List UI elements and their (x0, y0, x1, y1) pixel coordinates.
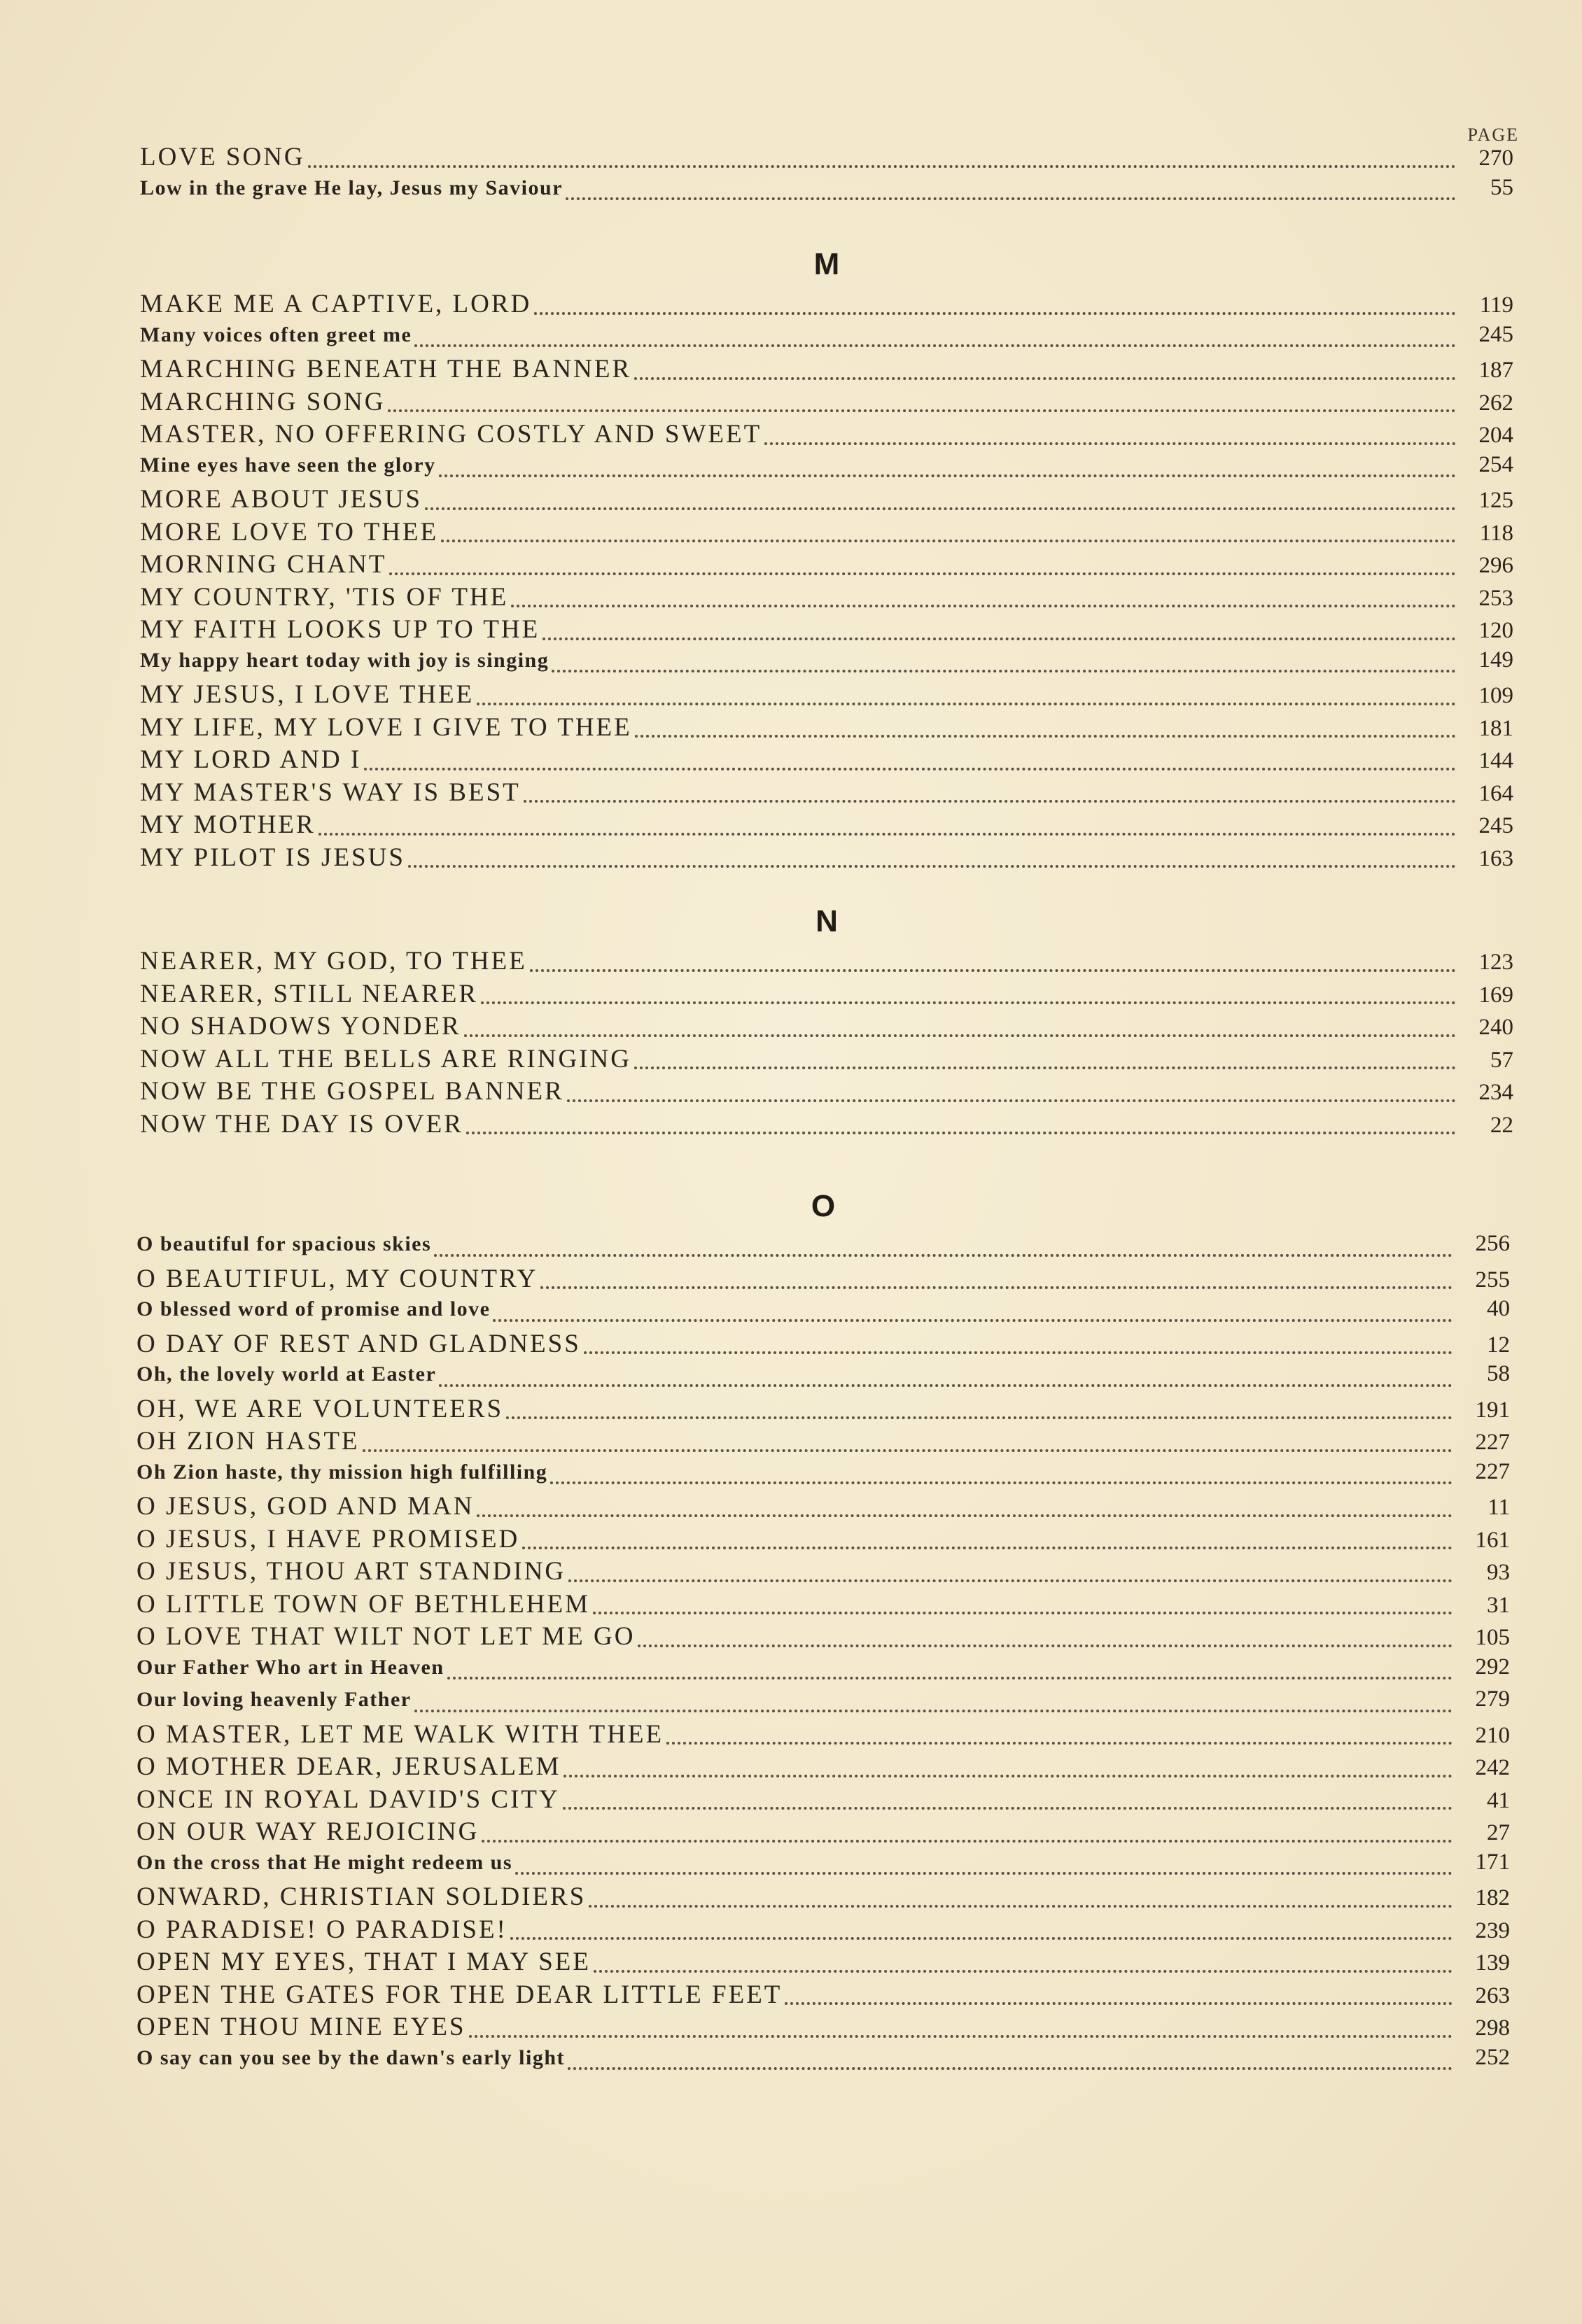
entry-title: NOW BE THE GOSPEL BANNER (140, 1077, 564, 1106)
dot-leader (439, 474, 1456, 477)
entry-title: O JESUS, GOD AND MAN (136, 1492, 475, 1521)
entry-title: O BEAUTIFUL, MY COUNTRY (136, 1264, 538, 1293)
entry-title: MY PILOT IS JESUS (140, 843, 405, 872)
entry-title: Many voices often greet me (140, 323, 412, 346)
entry-page-number: 252 (1475, 2044, 1510, 2070)
entry-page-number: 120 (1478, 618, 1513, 643)
index-entry (136, 1621, 1510, 1654)
index-entry (136, 1491, 1510, 1524)
entry-page-number: 210 (1475, 1722, 1510, 1748)
entry-page-number: 262 (1478, 390, 1513, 416)
dot-leader (308, 165, 1456, 168)
entry-title: O MASTER, LET ME WALK WITH THEE (136, 1719, 664, 1749)
dot-leader (542, 638, 1456, 640)
dot-leader (515, 1872, 1452, 1875)
entry-title: NEARER, STILL NEARER (140, 979, 479, 1008)
entry-page-number: 255 (1475, 1267, 1510, 1293)
entry-page-number: 191 (1475, 1397, 1510, 1423)
dot-leader (530, 969, 1456, 972)
entry-title: MY FAITH LOOKS UP TO THE (140, 615, 540, 644)
dot-leader (425, 507, 1456, 510)
index-entry (140, 810, 1513, 843)
entry-title: MAKE ME A CAPTIVE, LORD (140, 290, 532, 318)
entry-title: MARCHING SONG (140, 387, 386, 416)
index-entry (136, 1394, 1510, 1427)
entry-page-number: 254 (1478, 451, 1513, 477)
dot-leader (566, 197, 1456, 200)
entry-page-number: 40 (1487, 1296, 1510, 1321)
dot-leader (563, 1807, 1452, 1810)
entry-page-number: 139 (1475, 1950, 1510, 1976)
dot-leader (666, 1742, 1452, 1745)
index-entry (136, 1459, 1510, 1492)
entry-title: ONWARD, CHRISTIAN SOLDIERS (136, 1882, 587, 1911)
index-entry (140, 979, 1513, 1012)
entry-title: O DAY OF REST AND GLADNESS (136, 1329, 581, 1358)
entry-title: O blessed word of promise and love (136, 1297, 491, 1321)
dot-leader (564, 1775, 1452, 1777)
entry-page-number: 55 (1490, 174, 1513, 200)
index-entry (136, 1784, 1510, 1817)
index-entry (136, 1882, 1510, 1915)
index-entry (140, 946, 1513, 979)
entry-page-number: 12 (1487, 1332, 1510, 1358)
entry-title: MORNING CHANT (140, 550, 387, 579)
index-entry (136, 1915, 1510, 1948)
dot-leader (511, 605, 1456, 607)
index-entry (140, 517, 1513, 550)
index-entry (136, 1654, 1510, 1687)
entry-page-number: 123 (1478, 950, 1513, 975)
entry-title: Oh Zion haste, thy mission high fulfilling (136, 1460, 548, 1484)
index-entry (140, 322, 1513, 355)
entry-page-number: 245 (1478, 813, 1513, 838)
entry-page-number: 187 (1478, 358, 1513, 383)
entry-title: Our loving heavenly Father (136, 1688, 412, 1711)
index-entry (140, 142, 1513, 175)
index-entry (140, 387, 1513, 420)
dot-leader (635, 735, 1456, 738)
section-letter: O (811, 1189, 836, 1223)
entry-title: O JESUS, THOU ART STANDING (136, 1557, 566, 1586)
entry-title: NEARER, MY GOD, TO THEE (140, 947, 527, 976)
index-entry (136, 1426, 1510, 1459)
entry-title: O PARADISE! O PARADISE! (136, 1915, 507, 1944)
dot-leader (439, 1384, 1452, 1387)
entry-title: MY LORD AND I (140, 745, 362, 774)
top-entry-list (140, 142, 1513, 207)
index-entry (140, 289, 1513, 322)
entry-page-number: 27 (1487, 1820, 1510, 1845)
section-letter: M (813, 247, 840, 281)
entry-page-number: 296 (1478, 553, 1513, 578)
dot-leader (764, 442, 1456, 445)
dot-leader (441, 540, 1456, 542)
index-entry (136, 1686, 1510, 1719)
entry-page-number: 119 (1479, 293, 1513, 318)
entry-page-number: 22 (1490, 1112, 1513, 1138)
entry-page-number: 161 (1475, 1527, 1510, 1553)
index-entry (136, 1817, 1510, 1850)
entry-page-number: 171 (1475, 1849, 1510, 1875)
entry-page-number: 242 (1475, 1755, 1510, 1780)
dot-leader (593, 1612, 1452, 1614)
index-entry (140, 647, 1513, 680)
entry-page-number: 163 (1478, 845, 1513, 871)
index-entry (140, 582, 1513, 615)
entry-page-number: 292 (1475, 1654, 1510, 1679)
section-m (140, 247, 1513, 875)
entry-page-number: 93 (1487, 1560, 1510, 1585)
index-entry (140, 1076, 1513, 1109)
index-entry (140, 1044, 1513, 1077)
index-entry (136, 2045, 1510, 2078)
entry-page-number: 57 (1490, 1047, 1513, 1073)
entry-page-number: 270 (1478, 146, 1513, 171)
entry-title: O LITTLE TOWN OF BETHLEHEM (136, 1589, 590, 1619)
entry-title: MORE ABOUT JESUS (140, 485, 423, 514)
dot-leader (567, 1099, 1456, 1102)
dot-leader (477, 703, 1456, 705)
entry-title: MY COUNTRY, 'TIS OF THE (140, 582, 509, 612)
entry-title: Oh, the lovely world at Easter (136, 1362, 437, 1386)
index-entry (140, 419, 1513, 452)
entry-title: MARCHING BENEATH THE BANNER (140, 355, 632, 383)
dot-leader (524, 800, 1456, 803)
dot-leader (389, 572, 1456, 575)
entry-page-number: 245 (1478, 321, 1513, 347)
entry-page-number: 227 (1475, 1430, 1510, 1455)
index-entry (140, 175, 1513, 208)
index-entry (136, 2012, 1510, 2045)
entry-title: Mine eyes have seen the glory (140, 453, 436, 477)
dot-leader (584, 1351, 1452, 1354)
dot-leader (469, 2035, 1452, 2038)
entry-page-number: 118 (1479, 520, 1513, 546)
entry-title: MY LIFE, MY LOVE I GIVE TO THEE (140, 712, 632, 742)
entry-title: OH ZION HASTE (136, 1427, 360, 1456)
entry-title: MORE LOVE TO THEE (140, 517, 439, 547)
entry-title: Our Father Who art in Heaven (136, 1655, 444, 1679)
entry-page-number: 279 (1475, 1686, 1510, 1712)
dot-leader (534, 312, 1456, 315)
entry-title: LOVE SONG (140, 143, 305, 171)
entry-title: On the cross that He might redeem us (136, 1850, 513, 1874)
entry-page-number: 227 (1475, 1458, 1510, 1484)
dot-leader (466, 1132, 1456, 1134)
index-entry (140, 614, 1513, 647)
dot-leader (434, 1254, 1452, 1257)
entry-page-number: 125 (1478, 488, 1513, 513)
dot-leader (552, 670, 1456, 672)
entry-title: MY MOTHER (140, 810, 316, 839)
index-entry (136, 1231, 1510, 1264)
index-entry (140, 712, 1513, 745)
entry-title: OH, WE ARE VOLUNTEERS (136, 1394, 504, 1423)
index-entry (136, 1264, 1510, 1297)
index-entry (140, 452, 1513, 485)
entry-page-number: 298 (1475, 2015, 1510, 2041)
index-entry (136, 1719, 1510, 1752)
entry-title: MY MASTER'S WAY IS BEST (140, 777, 521, 807)
index-entry (136, 1524, 1510, 1557)
entry-title: O say can you see by the dawn's early light (136, 2045, 566, 2069)
index-entry (136, 1589, 1510, 1622)
entry-title: Low in the grave He lay, Jesus my Saviour (140, 176, 564, 199)
index-entry (136, 1296, 1510, 1329)
index-entry (140, 1011, 1513, 1044)
entry-page-number: 204 (1478, 423, 1513, 448)
dot-leader (522, 1547, 1452, 1549)
dot-leader (408, 865, 1456, 868)
dot-leader (589, 1905, 1452, 1908)
index-entry (140, 1109, 1513, 1142)
dot-leader (447, 1677, 1453, 1679)
index-entry (136, 1329, 1510, 1362)
entry-title: NOW ALL THE BELLS ARE RINGING (140, 1044, 631, 1073)
page-column-label: PAGE (1467, 125, 1519, 145)
index-entry (140, 745, 1513, 777)
section-o (136, 1189, 1510, 2077)
section-letter: N (816, 904, 838, 938)
dot-leader (481, 1001, 1456, 1004)
dot-leader (568, 2067, 1452, 2070)
entry-page-number: 240 (1478, 1015, 1513, 1040)
dot-leader (464, 1034, 1456, 1037)
index-entry (140, 549, 1513, 582)
entry-title: MY JESUS, I LOVE THEE (140, 680, 475, 709)
entry-title: ON OUR WAY REJOICING (136, 1817, 479, 1846)
dot-leader (550, 1481, 1452, 1484)
dot-leader (540, 1286, 1452, 1289)
entry-title: O beautiful for spacious skies (136, 1232, 432, 1255)
entry-page-number: 256 (1475, 1231, 1510, 1256)
entry-page-number: 182 (1475, 1885, 1510, 1910)
entry-page-number: 181 (1478, 715, 1513, 741)
index-entry (136, 1752, 1510, 1784)
entry-page-number: 58 (1487, 1361, 1510, 1386)
dot-leader (510, 1937, 1452, 1940)
entry-title: MASTER, NO OFFERING COSTLY AND SWEET (140, 420, 762, 449)
dot-leader (638, 1645, 1452, 1647)
dot-leader (594, 1970, 1452, 1973)
dot-leader (785, 2002, 1452, 2005)
entry-title: O JESUS, I HAVE PROMISED (136, 1524, 520, 1554)
index-entry (136, 1947, 1510, 1980)
entry-page-number: 263 (1475, 1983, 1510, 2008)
dot-leader (506, 1416, 1452, 1419)
entry-title: O MOTHER DEAR, JERUSALEM (136, 1752, 561, 1781)
entry-title: My happy heart today with joy is singing (140, 648, 550, 672)
entry-page-number: 253 (1478, 585, 1513, 611)
entry-page-number: 234 (1478, 1080, 1513, 1105)
entry-title: NO SHADOWS YONDER (140, 1012, 461, 1041)
entry-title: ONCE IN ROYAL DAVID'S CITY (136, 1784, 560, 1814)
entry-title: OPEN THOU MINE EYES (136, 2013, 466, 2041)
section-n (140, 904, 1513, 1141)
dot-leader (477, 1514, 1452, 1517)
index-entry (140, 484, 1513, 517)
entry-page-number: 144 (1478, 748, 1513, 773)
index-entry (136, 1556, 1510, 1589)
entry-page-number: 31 (1487, 1592, 1510, 1618)
dot-leader (414, 1710, 1452, 1712)
index-entry (140, 354, 1513, 387)
entry-title: OPEN MY EYES, THAT I MAY SEE (136, 1948, 591, 1976)
entry-page-number: 164 (1478, 780, 1513, 806)
entry-page-number: 149 (1478, 647, 1513, 672)
dot-leader (414, 344, 1456, 347)
dot-leader (493, 1319, 1452, 1322)
entry-title: NOW THE DAY IS OVER (140, 1109, 463, 1139)
dot-leader (634, 1066, 1456, 1069)
entry-title: O LOVE THAT WILT NOT LET ME GO (136, 1622, 636, 1651)
dot-leader (388, 409, 1456, 412)
dot-leader (363, 1449, 1452, 1452)
index-entry (136, 1850, 1510, 1882)
entry-page-number: 41 (1487, 1787, 1510, 1813)
entry-page-number: 169 (1478, 982, 1513, 1008)
dot-leader (318, 833, 1456, 836)
entry-page-number: 11 (1488, 1495, 1510, 1520)
index-entry (140, 843, 1513, 875)
entry-page-number: 239 (1475, 1917, 1510, 1943)
index-entry (136, 1361, 1510, 1394)
index-entry (140, 679, 1513, 712)
index-entry (140, 777, 1513, 810)
entry-page-number: 105 (1475, 1625, 1510, 1650)
dot-leader (482, 1840, 1452, 1843)
index-entry (136, 1980, 1510, 2013)
dot-leader (634, 377, 1456, 380)
entry-title: OPEN THE GATES FOR THE DEAR LITTLE FEET (136, 1980, 783, 2009)
entry-page-number: 109 (1478, 683, 1513, 708)
dot-leader (364, 768, 1456, 770)
dot-leader (568, 1579, 1452, 1582)
